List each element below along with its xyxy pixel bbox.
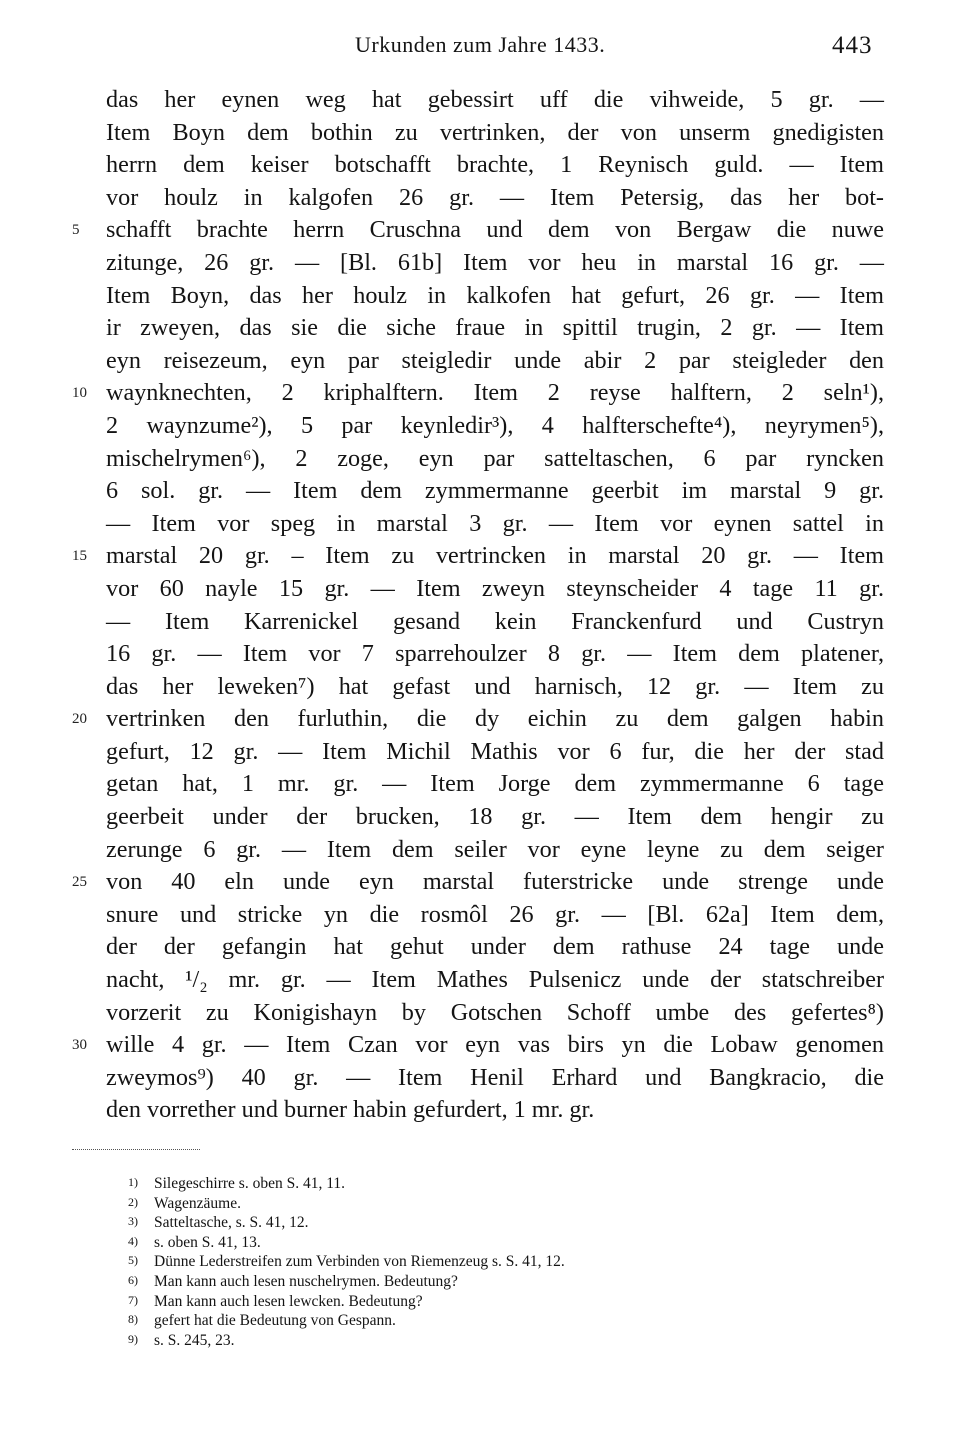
- footnote: [128, 1193, 828, 1213]
- footnote-marker: 1): [128, 1175, 138, 1189]
- text-line: [72, 377, 884, 410]
- footnote-marker: 4): [128, 1233, 138, 1248]
- footnote-marker: 8): [128, 1312, 138, 1327]
- footnote-text: s. S. 245, 23.: [154, 1331, 235, 1349]
- footnote-marker: 3): [128, 1214, 138, 1229]
- line-text: 2 waynzume²), 5 par keynledir³), 4 halfterschefte⁴), neyrymen⁵),: [106, 411, 884, 439]
- text-line: [72, 1029, 884, 1062]
- text-line: [106, 508, 884, 541]
- footnote-text: gefert hat die Bedeutung von Gespann.: [154, 1312, 396, 1330]
- text-line: [106, 117, 884, 150]
- footnote-text: Man kann auch lesen nuschelrymen. Bedeutung?: [154, 1272, 458, 1290]
- footnote-text: Man kann auch lesen lewcken. Bedeutung?: [154, 1292, 423, 1310]
- line-text: von 40 eln unde eyn marstal futerstricke unde strenge unde: [106, 868, 884, 896]
- line-text: getan hat, 1 mr. gr. — Item Jorge dem zymmermanne 6 tage: [106, 770, 884, 798]
- line-text: vor 60 nayle 15 gr. — Item zweyn steynscheider 4 tage 11 gr.: [106, 574, 884, 602]
- footnote-text: s. oben S. 41, 13.: [154, 1233, 261, 1251]
- footnote: [128, 1271, 828, 1291]
- footnote-text: Silegeschirre s. oben S. 41, 11.: [154, 1175, 345, 1192]
- line-number: 25: [72, 874, 87, 891]
- footnote: [128, 1251, 828, 1271]
- footnote-marker: 9): [128, 1331, 138, 1346]
- text-line: [106, 149, 884, 182]
- text-line: [106, 1094, 884, 1127]
- text-line: [72, 540, 884, 573]
- footnote-text: Wagenzäume.: [154, 1194, 241, 1212]
- line-text: wille 4 gr. — Item Czan vor eyn vas birs yn die Lobaw genomen: [106, 1031, 884, 1059]
- line-text: Item Boyn, das her houlz in kalkofen hat gefurt, 26 gr. — Item: [106, 281, 884, 309]
- footnote: [128, 1232, 828, 1252]
- text-line: [106, 443, 884, 476]
- line-text: zweymos⁹) 40 gr. — Item Henil Erhard und Bangkracio, die: [106, 1063, 884, 1091]
- line-text: herrn dem keiser botschafft brachte, 1 Reynisch guld. — Item: [106, 151, 884, 179]
- line-text: das her leweken⁷) hat gefast und harnisch, 12 gr. — Item zu: [106, 672, 884, 700]
- line-text: das her eynen weg hat gebessirt uff die vihweide, 5 gr. —: [106, 86, 884, 113]
- text-line: [106, 834, 884, 867]
- text-line: [106, 475, 884, 508]
- running-title: Urkunden zum Jahre 1433.: [355, 32, 606, 57]
- text-line: [72, 214, 884, 247]
- footnote: [128, 1212, 828, 1232]
- text-line: [106, 573, 884, 606]
- footnote-marker: 2): [128, 1194, 138, 1209]
- line-number: 30: [72, 1037, 87, 1054]
- text-line: [106, 997, 884, 1030]
- line-text: zitunge, 26 gr. — [Bl. 61b] Item vor heu in marstal 16 gr. —: [106, 248, 884, 276]
- footnote-marker: 7): [128, 1292, 138, 1307]
- line-text: vor houlz in kalgofen 26 gr. — Item Petersig, das her bot-: [106, 183, 884, 211]
- footnote: [128, 1173, 828, 1193]
- line-text: geerbeit under der brucken, 18 gr. — Item dem hengir zu: [106, 803, 884, 831]
- text-line: [106, 606, 884, 639]
- line-text: zerunge 6 gr. — Item dem seiler vor eyne leyne zu dem seiger: [106, 835, 884, 863]
- line-text: — Item Karrenickel gesand kein Franckenfurd und Custryn: [106, 607, 884, 635]
- text-line: [106, 1062, 884, 1095]
- line-text: marstal 20 gr. – Item zu vertrincken in marstal 20 gr. — Item: [106, 542, 884, 570]
- line-text: — Item vor speg in marstal 3 gr. — Item vor eynen sattel in: [106, 509, 884, 537]
- footnote: [128, 1330, 828, 1350]
- line-text: Item Boyn dem bothin zu vertrinken, der von unserm gnedigisten: [106, 118, 884, 146]
- text-line: [106, 801, 884, 834]
- text-line: [106, 736, 884, 769]
- line-text: den vorrether und burner habin gefurdert, 1 mr. gr.: [106, 1096, 595, 1124]
- line-text: snure und stricke yn die rosmôl 26 gr. — [Bl. 62a] Item dem,: [106, 900, 884, 928]
- footnote-marker: 6): [128, 1272, 138, 1287]
- text-line: [106, 345, 884, 378]
- text-line: [106, 247, 884, 280]
- text-line: [106, 410, 884, 443]
- line-text: mischelrymen⁶), 2 zoge, eyn par satteltaschen, 6 par ryncken: [106, 444, 884, 472]
- text-line: [106, 768, 884, 801]
- line-text: gefurt, 12 gr. — Item Michil Mathis vor 6 fur, die her der stad: [106, 737, 884, 765]
- line-text: ir zweyen, das sie die siche fraue in spittil trugin, 2 gr. — Item: [106, 314, 884, 342]
- footnote-text: Satteltasche, s. S. 41, 12.: [154, 1214, 309, 1232]
- text-line: [106, 182, 884, 215]
- line-number: 20: [72, 711, 87, 728]
- main-text: [72, 84, 884, 1127]
- text-line: [106, 899, 884, 932]
- text-line: [106, 312, 884, 345]
- line-text: vertrinken den furluthin, die dy eichin zu dem galgen habin: [106, 705, 884, 733]
- footnote-marker: 5): [128, 1253, 138, 1268]
- page-number: 443: [832, 32, 873, 59]
- text-line: [72, 866, 884, 899]
- line-number: 10: [72, 385, 87, 402]
- text-line: [106, 280, 884, 313]
- text-line: [106, 84, 884, 117]
- text-line: [72, 703, 884, 736]
- line-text: nacht, ¹/₂ mr. gr. — Item Mathes Pulsenicz unde der statschreiber: [106, 966, 884, 994]
- text-line: [106, 964, 884, 997]
- text-line: [106, 931, 884, 964]
- line-text: waynknechten, 2 kriphalftern. Item 2 reyse halftern, 2 seln¹),: [106, 379, 884, 407]
- line-text: 16 gr. — Item vor 7 sparrehoulzer 8 gr. — Item dem platener,: [106, 640, 884, 668]
- line-text: eyn reisezeum, eyn par steigledir unde abir 2 par steigleder den: [106, 346, 884, 374]
- line-number: 15: [72, 548, 87, 565]
- footnote-separator: [72, 1149, 200, 1150]
- line-text: der der gefangin hat gehut under dem rathuse 24 tage unde: [106, 933, 884, 961]
- footnote-text: Dünne Lederstreifen zum Verbinden von Riemenzeug s. S. 41, 12.: [154, 1253, 565, 1271]
- footnotes: [128, 1173, 828, 1349]
- line-text: vorzerit zu Konigishayn by Gotschen Schoff umbe des gefertes⁸): [106, 998, 884, 1026]
- text-line: [106, 671, 884, 704]
- footnote: [128, 1291, 828, 1311]
- line-text: 6 sol. gr. — Item dem zymmermanne geerbit im marstal 9 gr.: [106, 477, 884, 505]
- footnote: [128, 1310, 828, 1330]
- text-line: [106, 638, 884, 671]
- line-text: schafft brachte herrn Cruschna und dem von Bergaw die nuwe: [106, 216, 884, 244]
- page-header: [0, 32, 960, 68]
- line-number: 5: [72, 222, 80, 239]
